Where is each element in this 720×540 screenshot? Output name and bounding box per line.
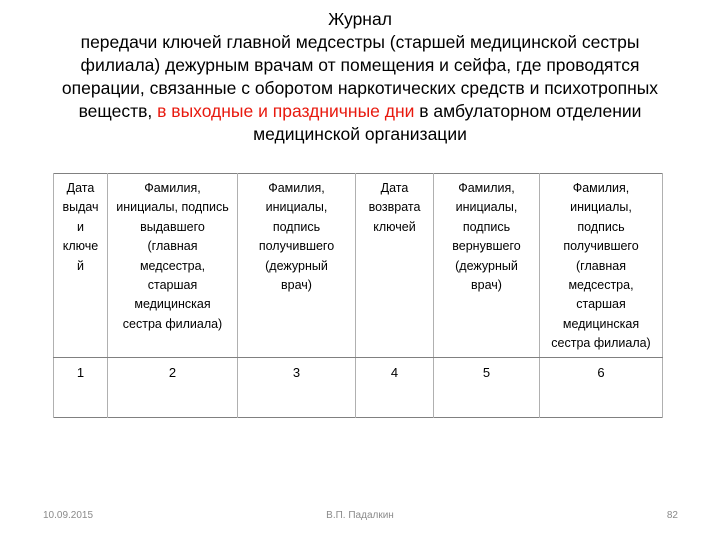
title-line-2: передачи ключей главной медсестры (старшей медицинской сестры <box>80 32 640 52</box>
column-number-4: 4 <box>356 357 434 417</box>
column-header-issuer: Фамилия, инициалы, подпись выдавшего (главная медсестра, старшая медицинская сестра филиала) <box>108 174 238 358</box>
column-header-issue-date: Дата выдач и ключе й <box>54 174 108 358</box>
footer-author: В.П. Падалкин <box>326 510 394 521</box>
column-header-receiver-doctor: Фамилия, инициалы, подпись получившего (дежурный врач) <box>238 174 356 358</box>
column-header-receiver-nurse: Фамилия, инициалы, подпись получившего (главная медсестра, старшая медицинская сестра филиала) <box>540 174 663 358</box>
table-number-row <box>54 357 663 417</box>
column-number-2: 2 <box>108 357 238 417</box>
column-number-1: 1 <box>54 357 108 417</box>
column-number-5: 5 <box>434 357 540 417</box>
column-header-returner-doctor: Фамилия, инициалы, подпись вернувшего (дежурный врач) <box>434 174 540 358</box>
column-header-return-date: Дата возврата ключей <box>356 174 434 358</box>
journal-title <box>20 8 700 146</box>
title-line-5-end: в амбулаторном отделении <box>414 101 642 121</box>
title-line-5-start: веществ, <box>78 101 158 121</box>
title-line-5 <box>20 100 700 123</box>
title-line-3: филиала) дежурным врачам от помещения и сейфа, где проводятся <box>80 55 640 75</box>
column-number-3: 3 <box>238 357 356 417</box>
title-line-6: медицинской организации <box>253 124 467 144</box>
column-number-6: 6 <box>540 357 663 417</box>
footer-page-number: 82 <box>666 510 678 521</box>
title-line-1: Журнал <box>328 9 392 29</box>
key-transfer-journal-table <box>53 173 663 418</box>
footer-date: 10.09.2015 <box>43 510 94 521</box>
title-highlight-weekends: в выходные и праздничные дни <box>157 101 415 121</box>
table-header-row <box>54 174 663 358</box>
title-line-4: операции, связанные с оборотом наркотических средств и психотропных <box>61 78 659 98</box>
